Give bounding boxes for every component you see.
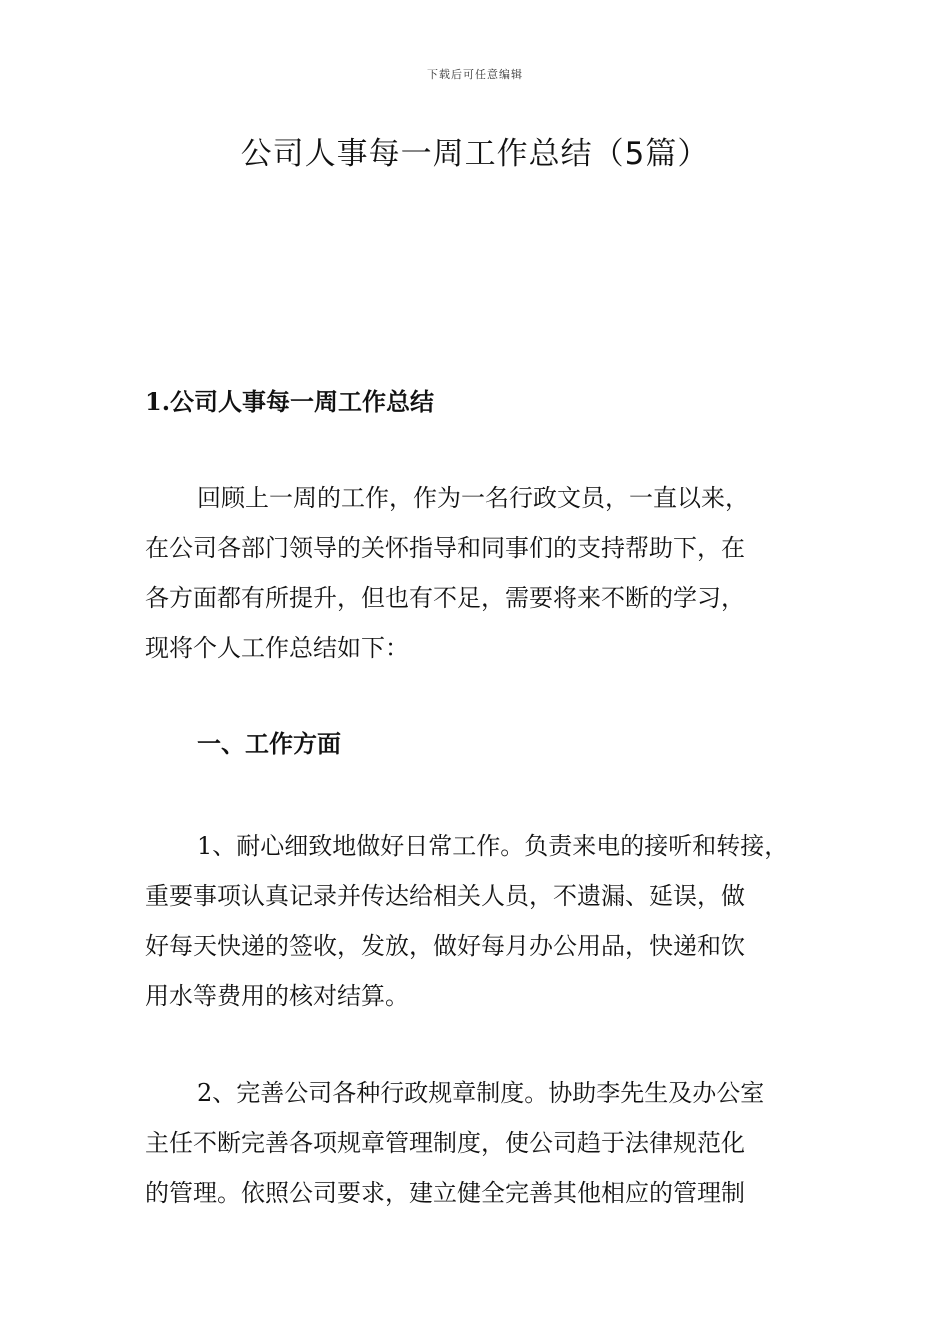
subheading-work: 一、工作方面 [197,729,341,758]
paragraph-line: 好每天快递的签收，发放，做好每月办公用品，快递和饮 [145,932,745,960]
document-title: 公司人事每一周工作总结（5篇） [240,136,710,172]
paragraph-line: 重要事项认真记录并传达给相关人员，不遗漏、延误，做 [145,882,745,910]
paragraph-line: 1、耐心细致地做好日常工作。负责来电的接听和转接， [197,832,789,860]
paragraph-item-1 [145,821,810,1021]
paragraph-line: 2、完善公司各种行政规章制度。协助李先生及办公室 [197,1079,765,1107]
paragraph-line: 各方面都有所提升，但也有不足，需要将来不断的学习， [145,584,745,612]
paragraph-line: 主任不断完善各项规章管理制度，使公司趋于法律规范化 [145,1129,745,1157]
paragraph-line: 在公司各部门领导的关怀指导和同事们的支持帮助下，在 [145,534,745,562]
section-heading: 1.公司人事每一周工作总结 [145,387,435,416]
paragraph-line: 现将个人工作总结如下： [145,634,409,662]
paragraph-line: 回顾上一周的工作，作为一名行政文员，一直以来， [197,484,749,512]
paragraph-line: 的管理。依照公司要求，建立健全完善其他相应的管理制 [145,1179,745,1207]
paragraph-item-2 [145,1068,810,1218]
header-note: 下载后可任意编辑 [427,68,523,81]
paragraph-intro [145,473,810,673]
paragraph-line: 用水等费用的核对结算。 [145,982,409,1010]
